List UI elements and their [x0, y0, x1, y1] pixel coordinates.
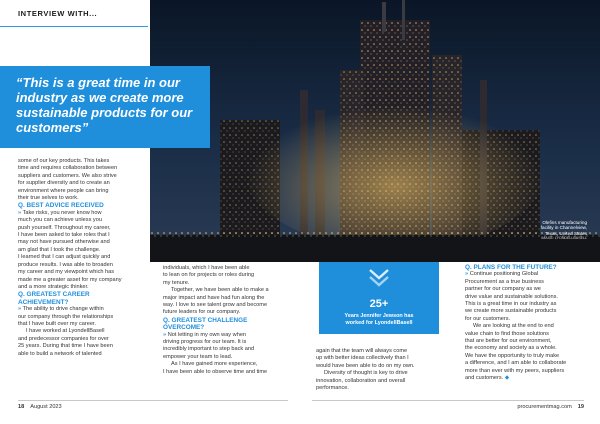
body-line: future leaders for our company. — [163, 309, 241, 316]
answer-line: I have been asked to take roles that I — [18, 232, 110, 239]
answer-line: » The ability to drive change within — [18, 306, 104, 313]
answer-line: that are better for our environment, — [465, 338, 552, 345]
arrow-icon: » — [465, 271, 469, 278]
answer-line: We have the opportunity to truly make — [465, 352, 560, 359]
answer-line: and a more strategic thinker. — [18, 283, 89, 290]
intro-line: some of our key products. This takes — [18, 158, 110, 164]
footer-rule-right — [312, 400, 584, 401]
answer-line: made me a greater asset for my company — [18, 276, 122, 283]
answer-line: push yourself. Throughout my career, — [18, 224, 111, 231]
body-line: my tenure. — [163, 279, 190, 286]
arrow-icon: » — [18, 209, 22, 216]
answer-line: more than ever with my peers, suppliers — [465, 367, 565, 374]
answer-line: driving progress for our team. It is — [163, 339, 247, 346]
intro-line: environment where people can bring — [18, 187, 109, 194]
stat-label: Years Jennifer Jewson has worked for LyondellBasell — [344, 313, 414, 326]
answer-line: As I have gained more experience, — [171, 361, 258, 368]
body-line: major impact and have had fun along the — [163, 294, 265, 301]
page-number: 19 — [577, 404, 584, 410]
answer-line: I have worked at LyondellBasell — [26, 328, 105, 335]
answer-line: and customers. ◆ — [465, 375, 510, 382]
stat-number: 25+ — [369, 298, 389, 310]
answer-line: value chain to find those solutions — [465, 330, 549, 337]
body-line: performance. — [316, 385, 349, 392]
answer-line: the economy and society as a whole. — [465, 345, 557, 352]
answer-line: incredibly important to step back and — [163, 346, 255, 353]
question-heading: OVERCOME? — [163, 324, 205, 332]
answer-line: that I have built over my career. — [18, 320, 97, 327]
question-heading: ACHIEVEMENT? — [18, 298, 69, 306]
body-line: innovation, collaboration and overall — [316, 377, 406, 384]
question-heading: Q. GREATEST CHALLENGE — [163, 316, 248, 324]
middle-column — [163, 265, 301, 376]
question-heading: Q. PLANS FOR THE FUTURE? — [465, 264, 557, 271]
intro-line: their true selves to work. — [18, 195, 79, 202]
photo-caption: Olefins manufacturing facility in Channelview, Texas, United States IMAGE: LYONDELLBASELL — [525, 220, 587, 242]
question-heading: Q. GREATEST CAREER — [18, 291, 90, 299]
answer-line: a difference, and I am able to collaborate — [465, 360, 567, 367]
intro-line: time and requires collaboration between — [18, 165, 118, 172]
answer-line: » Not letting in my own way when — [163, 331, 247, 338]
answer-line: I learned that I can adjust quickly and — [18, 254, 111, 261]
answer-line: much you can achieve unless you — [18, 217, 102, 224]
answer-line: and predecessor companies for over — [18, 335, 109, 342]
answer-line: drive value and sustainable solutions. — [465, 293, 558, 300]
pull-quote: “This is a great time in our industry as we create more sustainable products for our customers” — [0, 66, 210, 148]
end-mark-icon: ◆ — [504, 375, 510, 382]
issue-date: August 2023 — [30, 404, 62, 410]
answer-line: partner for our company as we — [465, 286, 541, 293]
intro-line: suppliers and customers. We also strive — [18, 172, 117, 179]
header-rule — [0, 26, 148, 27]
site-url[interactable]: procurementmag.com — [517, 404, 572, 410]
answer-line: We are looking at the end to end — [473, 323, 554, 330]
photo-credit: IMAGE: LYONDELLBASELL — [541, 236, 587, 241]
answer-line: Procurement as a true business — [465, 278, 544, 285]
footer-right — [517, 404, 584, 410]
body-line: would have been able to do on my own. — [316, 362, 415, 369]
answer-line: we create more sustainable products — [465, 308, 557, 315]
right-middle-column — [316, 348, 446, 392]
right-column — [465, 264, 590, 383]
answer-line: 25 years. During that time I have been — [18, 343, 113, 350]
intro-line: for supplier diversity and to create an — [18, 180, 110, 187]
body-line: to lean on for projects or roles during — [163, 272, 255, 279]
answer-line: This is a great time in our industry as — [465, 301, 557, 308]
answer-line: I have been able to observe time and time — [163, 368, 268, 375]
answer-line: » Continue positioning Global — [465, 271, 539, 278]
answer-line: able to build a network of talented — [18, 350, 102, 357]
footer-rule-left — [18, 400, 288, 401]
arrow-icon: » — [163, 331, 167, 338]
answer-line: our company through the relationships — [18, 313, 114, 320]
answer-line: am glad that I took the challenge. — [18, 246, 101, 253]
section-header — [0, 0, 148, 36]
question-heading: Q. BEST ADVICE RECEIVED — [18, 202, 104, 210]
arrow-icon: » — [18, 306, 22, 313]
body-line: Diversity of thought is key to drive — [324, 370, 408, 377]
answer-line: produce results. I was able to broaden — [18, 261, 113, 268]
answer-line: » Take risks, you never know how — [18, 209, 102, 216]
body-line: Together, we have been able to make a — [171, 287, 269, 294]
body-line: up with better ideas collectively than I — [316, 355, 409, 362]
footer-left — [18, 404, 62, 410]
chevron-down-icon — [367, 267, 391, 291]
page-number: 18 — [18, 404, 25, 410]
answer-line: empower your team to lead. — [163, 353, 233, 360]
left-column — [18, 158, 146, 358]
section-label: INTERVIEW WITH... — [18, 9, 98, 18]
stat-callout — [319, 262, 439, 334]
body-line: again that the team will always come — [316, 348, 408, 354]
answer-line: my career and my viewpoint which has — [18, 269, 115, 276]
answer-line: for our customers. — [465, 315, 511, 322]
body-line: individuals, which I have been able — [163, 265, 250, 271]
answer-line: may not have pursued otherwise and — [18, 239, 110, 246]
body-line: way. I love to see talent grow and become — [163, 302, 268, 309]
